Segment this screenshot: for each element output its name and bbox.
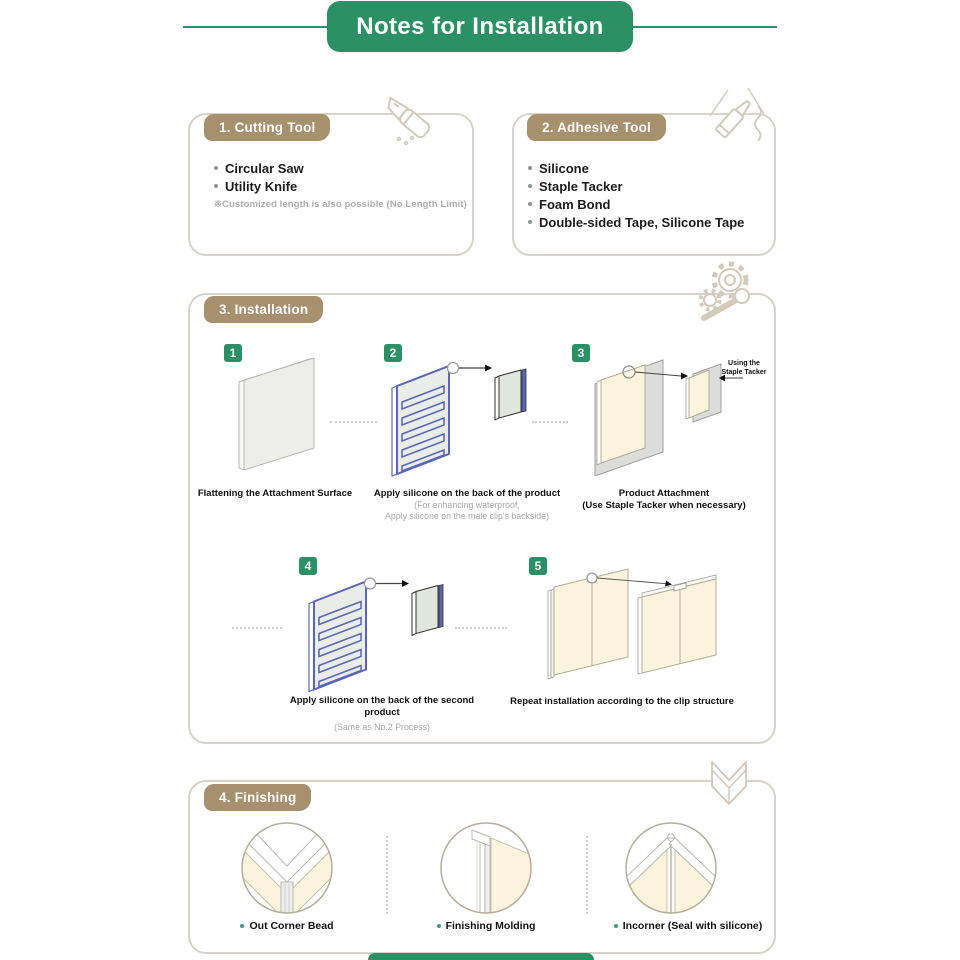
finishing-caption-3 bbox=[592, 920, 784, 932]
list-item bbox=[528, 177, 744, 195]
cutting-note: ※Customized length is also possible (No Length Limit) bbox=[214, 199, 467, 210]
caption-subline: Apply silicone on the male clip's backside) bbox=[384, 511, 549, 521]
step4-caption bbox=[272, 695, 492, 733]
caption-line: Product Attachment bbox=[618, 488, 710, 499]
utility-knife-icon bbox=[374, 92, 440, 150]
out-corner-bead-illustration bbox=[239, 820, 335, 916]
step-separator bbox=[232, 627, 282, 629]
bullet-dot bbox=[214, 184, 218, 188]
gear-wrench-icon bbox=[690, 260, 760, 324]
finishing-caption-label: Incorner (Seal with silicone) bbox=[622, 920, 763, 932]
finishing-caption-label: Finishing Molding bbox=[445, 920, 536, 932]
list-item-label: Staple Tacker bbox=[539, 178, 623, 194]
list-item bbox=[214, 159, 467, 177]
next-section-bar bbox=[368, 953, 594, 960]
step-separator bbox=[455, 627, 507, 629]
caption-line: Repeat installation according to the clip structure bbox=[510, 696, 734, 707]
bullet-dot bbox=[214, 166, 218, 170]
cutting-tool-list bbox=[214, 159, 467, 210]
bullet-dot bbox=[528, 220, 532, 224]
finishing-caption-1 bbox=[197, 920, 377, 932]
step-badge-5: 5 bbox=[529, 557, 547, 575]
list-item bbox=[528, 213, 744, 231]
page-title: Notes for Installation bbox=[327, 1, 633, 52]
caption-line: Apply silicone on the back of the product bbox=[373, 488, 561, 499]
caption-subline: (Same as No.2 Process) bbox=[334, 722, 430, 732]
list-item bbox=[528, 195, 744, 213]
step-badge-1: 1 bbox=[224, 344, 242, 362]
step-badge-4: 4 bbox=[299, 557, 317, 575]
silicone-gun-icon bbox=[698, 86, 770, 152]
caption-line: Flattening the Attachment Surface bbox=[197, 488, 353, 499]
bullet-dot bbox=[437, 924, 441, 928]
cutting-tool-label: 1. Cutting Tool bbox=[204, 114, 330, 141]
step-separator bbox=[330, 421, 377, 423]
bullet-dot bbox=[240, 924, 244, 928]
finishing-label: 4. Finishing bbox=[204, 784, 311, 811]
list-item bbox=[214, 177, 467, 195]
caption-subline: (For enhancing waterproof, bbox=[414, 500, 520, 510]
step2-caption bbox=[372, 488, 562, 522]
installation-label: 3. Installation bbox=[204, 296, 323, 323]
incorner-illustration bbox=[623, 820, 719, 916]
finishing-caption-label: Out Corner Bead bbox=[249, 920, 334, 932]
corner-bead-icon bbox=[702, 758, 756, 818]
step4-silicone-illustration bbox=[300, 565, 450, 695]
bullet-dot bbox=[614, 924, 618, 928]
caption-line: (Use Staple Tacker when necessary) bbox=[582, 500, 746, 511]
annotation-line: Staple Tacker bbox=[721, 369, 767, 376]
list-item-label: Utility Knife bbox=[225, 178, 298, 194]
list-item-label: Double-sided Tape, Silicone Tape bbox=[539, 214, 745, 230]
step-separator bbox=[532, 421, 568, 423]
caption-line: Apply silicone on the back of the second product bbox=[289, 695, 475, 718]
step1-panel-illustration bbox=[232, 350, 322, 470]
list-item bbox=[528, 159, 744, 177]
step2-silicone-illustration bbox=[383, 352, 533, 477]
list-item-label: Circular Saw bbox=[225, 160, 304, 176]
list-item-label: Silicone bbox=[539, 160, 589, 176]
bullet-dot bbox=[528, 166, 532, 170]
finishing-separator bbox=[386, 836, 388, 914]
finishing-separator bbox=[586, 836, 588, 914]
step5-repeat-illustration bbox=[540, 565, 735, 683]
step-badge-2: 2 bbox=[384, 344, 402, 362]
step3-caption bbox=[568, 488, 760, 512]
finishing-molding-illustration bbox=[438, 820, 534, 916]
bullet-dot bbox=[528, 202, 532, 206]
step1-caption bbox=[180, 488, 370, 500]
adhesive-tool-list bbox=[528, 159, 744, 231]
step5-caption bbox=[508, 696, 736, 708]
step3-annotation bbox=[716, 359, 772, 377]
list-item-label: Foam Bond bbox=[539, 196, 611, 212]
bullet-dot bbox=[528, 184, 532, 188]
step-badge-3: 3 bbox=[572, 344, 590, 362]
annotation-line: Using the bbox=[728, 360, 760, 367]
finishing-caption-2 bbox=[396, 920, 576, 932]
adhesive-tool-label: 2. Adhesive Tool bbox=[527, 114, 666, 141]
